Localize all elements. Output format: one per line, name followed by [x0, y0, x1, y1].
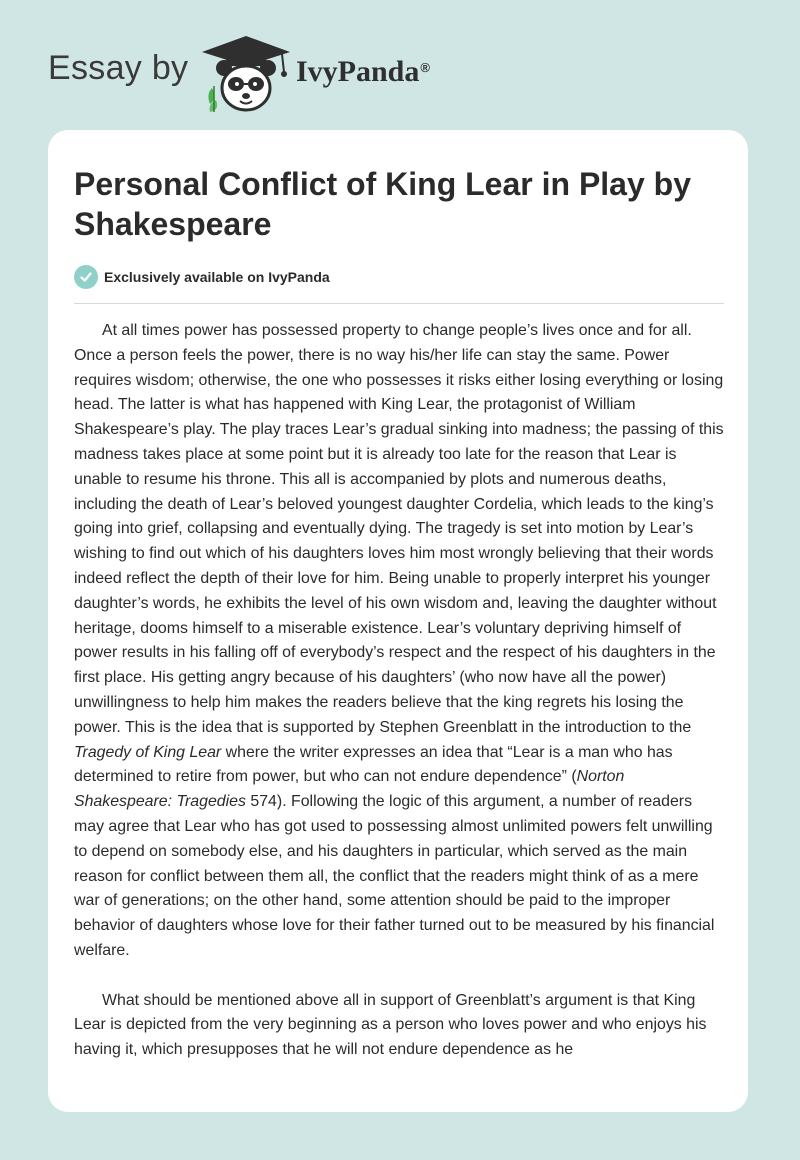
exclusive-badge-label: Exclusively available on IvyPanda	[104, 269, 330, 285]
panda-logo-icon	[198, 34, 294, 114]
paragraph-1-text-c: 574). Following the logic of this argument, a number of readers may agree that Lear who has got used to possessing almost unlimited powers felt unwilling to depend on somebody else, and his daughters in particular, which served as the main reason for conflict between them all, the conflict that the readers might think of as a mere war of generations; on the other hand, some attention should be paid to the improper behavior of daughters whose love for their father turned out to be measured by his financial welfare.	[74, 793, 715, 959]
paragraph-1-text-a: At all times power has possessed property to change people’s lives once and for all. Once a person feels the power, there is no way his/her life can stay the same. Power requires wisdom; otherwise, the one who possesses it risks either losing everything or losing head. The latter is what has happened with King Lear, the protagonist of William Shakespeare’s play. The play traces Lear’s gradual sinking into madness; the passing of this madness takes place at some point but it is already too late for the reason that Lear is unable to resume his throne. This all is accompanied by plots and numerous deaths, including the death of Lear’s beloved youngest daughter Cordelia, which leads to the king’s going into grief, collapsing and eventually dying. The tragedy is set into motion by Lear’s wishing to find out which of his daughters loves him most wrongly believing that their words indeed reflect the depth of their love for him. Being unable to properly interpret his younger daughter’s words, he exhibits the level of his own wisdom and, leaving the daughter without heritage, dooms himself to a miserable existence. Lear’s voluntary depriving himself of power results in his falling off of everybody’s respect and the respect of his daughters in the first place. His getting angry because of his daughters’ (who now have all the power) unwillingness to help him makes the readers believe that the king regrets his losing the power. This is the idea that is supported by Stephen Greenblatt in the introduction to the	[74, 322, 724, 736]
paragraph-2: What should be mentioned above all in support of Greenblatt’s argument is that King Lear is depicted from the very beginning as a person who loves power and who enjoys his having it, which presupposes that he will not endure dependence as he	[74, 991, 707, 1059]
essay-card	[48, 130, 748, 1112]
exclusive-badge	[74, 264, 330, 290]
book-title-tragedy: Tragedy of King Lear	[74, 743, 222, 761]
book-title-norton: Norton Shakespeare: Tragedies	[74, 768, 625, 811]
check-icon	[74, 265, 98, 289]
essay-body	[74, 319, 724, 1088]
brand-name[interactable]	[296, 54, 430, 90]
paragraph-1	[74, 319, 724, 964]
paragraph-1-text-b: where the writer expresses an idea that “Lear is a man who has determined to retire from power, but who can not endure dependence” (	[74, 743, 673, 786]
essay-by-label: Essay by	[48, 49, 189, 87]
site-header	[0, 0, 800, 130]
brand-label: IvyPanda	[296, 55, 420, 88]
page-title: Personal Conflict of King Lear in Play by Shakespeare	[74, 166, 691, 242]
registered-mark: ®	[420, 60, 430, 75]
divider	[74, 303, 724, 304]
